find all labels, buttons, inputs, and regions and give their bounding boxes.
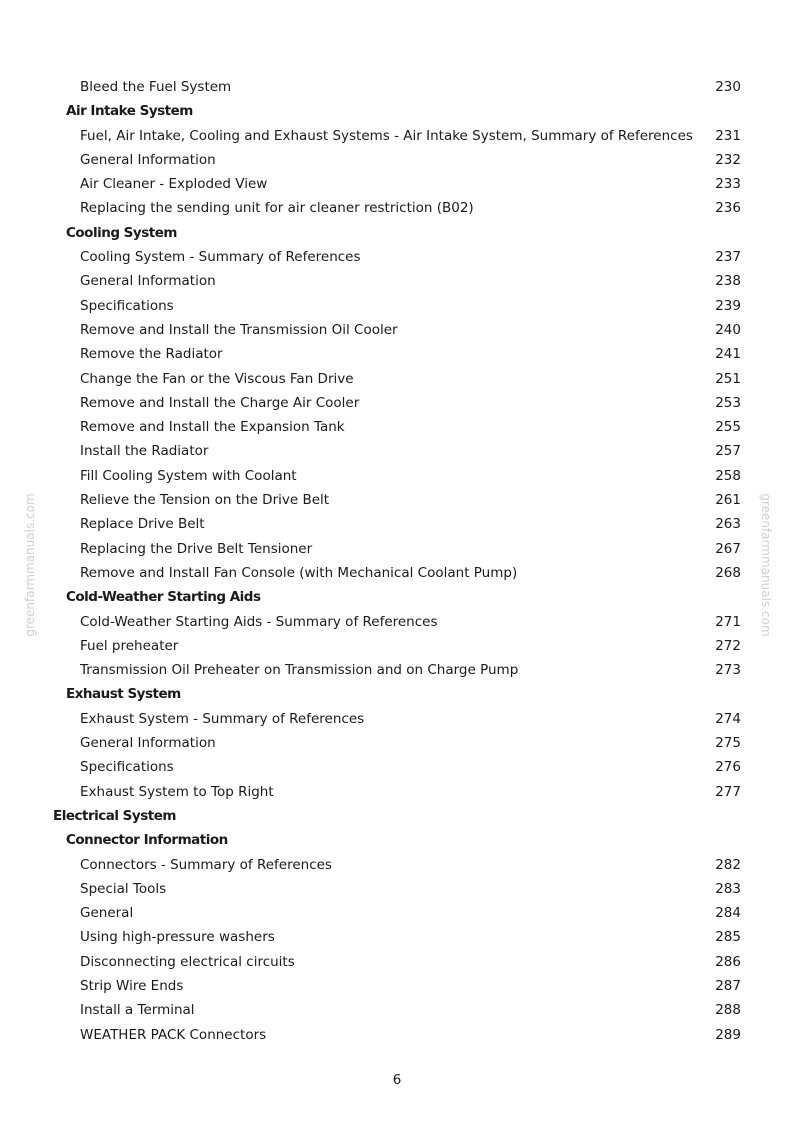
toc-entry-title: Remove and Install the Charge Air Cooler [80,394,360,411]
toc-entry-page: 231 [715,127,741,144]
toc-entry[interactable] [0,925,794,949]
toc-entry[interactable] [0,172,794,196]
toc-entry-page: 268 [715,564,741,581]
toc-entry-page: 257 [715,443,741,460]
toc-entry-page: 275 [715,735,741,752]
toc-entry-page: 273 [715,662,741,679]
toc-entry[interactable] [0,124,794,148]
toc-entry-page: 240 [715,321,741,338]
toc-entry-page: 289 [715,1026,741,1043]
toc-entry-title: Using high-pressure washers [80,929,275,946]
toc-entry[interactable] [0,294,794,318]
toc-entry-page: 253 [715,394,741,411]
toc-entry-title: Special Tools [80,880,167,897]
toc-entry-page: 237 [715,249,741,266]
toc-entry-page: 232 [715,151,741,168]
toc-entry-page: 272 [715,637,741,654]
toc-entry-page: 287 [715,977,741,994]
toc-entry[interactable] [0,148,794,172]
toc-entry-title: Change the Fan or the Viscous Fan Drive [80,370,354,387]
toc-section-heading[interactable] [0,221,794,245]
toc-entry-title: General Information [80,735,216,752]
toc-entry-title: Cold-Weather Starting Aids - Summary of References [80,613,438,630]
toc-entry-page: 251 [715,370,741,387]
toc-entry[interactable] [0,439,794,463]
toc-entry-page: 277 [715,783,741,800]
toc-entry[interactable] [0,901,794,925]
toc-entry-title: Connectors - Summary of References [80,856,332,873]
toc-entry[interactable] [0,877,794,901]
toc-entry[interactable] [0,391,794,415]
toc-entry-title: Install the Radiator [80,443,209,460]
toc-entry[interactable] [0,707,794,731]
toc-entry-title: General Information [80,273,216,290]
toc-entry-page: 241 [715,346,741,363]
toc-entry-title: Strip Wire Ends [80,977,184,994]
toc-entry-title: General [80,905,134,922]
toc-entry-page: 230 [715,79,741,95]
toc-entry-page: 261 [715,492,741,509]
toc-entry-title: Remove and Install Fan Console (with Mechanical Coolant Pump) [80,564,518,581]
toc-entry[interactable] [0,318,794,342]
toc-entry-page: 274 [715,710,741,727]
toc-entry-title: Specifications [80,759,174,776]
toc-entry[interactable] [0,464,794,488]
toc-entry[interactable] [0,658,794,682]
toc-entry[interactable] [0,561,794,585]
toc-entry-page: 286 [715,953,741,970]
toc-entry-title: Remove the Radiator [80,346,223,363]
watermark-right: greenfarmmanuals.com [759,493,773,637]
watermark-left: greenfarmmanuals.com [23,493,37,637]
toc-entry-page: 263 [715,516,741,533]
toc-entry[interactable] [0,367,794,391]
toc-entry-title: Connector Information [66,832,228,849]
toc-entry-page: 285 [715,929,741,946]
toc-entry-page: 282 [715,856,741,873]
toc-entry-page: 284 [715,905,741,922]
toc-entry-title: Replacing the sending unit for air cleaner restriction (B02) [80,200,474,217]
toc-entry[interactable] [0,950,794,974]
toc-entry-page: 271 [715,613,741,630]
toc-entry-page: 239 [715,297,741,314]
toc-entry[interactable] [0,269,794,293]
toc-entry-page: 288 [715,1002,741,1019]
toc-entry-page: 258 [715,467,741,484]
toc-entry[interactable] [0,488,794,512]
toc-entry-title: Relieve the Tension on the Drive Belt [80,492,330,509]
page-number: 6 [392,1072,402,1088]
toc-entry-title: Fuel preheater [80,637,179,654]
toc-entry[interactable] [0,75,794,99]
toc-section-heading[interactable] [0,828,794,852]
toc-entry-title: Disconnecting electrical circuits [80,953,295,970]
toc-section-heading[interactable] [0,585,794,609]
toc-entry[interactable] [0,415,794,439]
toc-entry-title: Replace Drive Belt [80,516,205,533]
toc-entry-title: Cold-Weather Starting Aids [66,589,261,606]
toc-entry-page: 283 [715,880,741,897]
toc-entry-title: Transmission Oil Preheater on Transmission and on Charge Pump [80,662,519,679]
toc-entry-title: Air Intake System [66,103,193,120]
toc-entry[interactable] [0,853,794,877]
toc-entry-title: Fuel, Air Intake, Cooling and Exhaust Systems - Air Intake System, Summary of References [80,127,693,144]
toc-entry[interactable] [0,731,794,755]
toc-entry-title: Install a Terminal [80,1002,195,1019]
toc-entry-title: Cooling System [66,224,177,241]
toc-entry-page: 255 [715,419,741,436]
toc-entry-title: Exhaust System - Summary of References [80,710,365,727]
toc-entry[interactable] [0,196,794,220]
toc-entry[interactable] [0,634,794,658]
toc-entry-title: Exhaust System [66,686,181,703]
toc-entry[interactable] [0,342,794,366]
toc-entry-title: Specifications [80,297,174,314]
table-of-contents [0,75,794,1047]
toc-entry-title: General Information [80,151,216,168]
toc-entry-title: WEATHER PACK Connectors [80,1026,267,1043]
toc-entry-page: 267 [715,540,741,557]
toc-entry[interactable] [0,974,794,998]
toc-entry-title: Cooling System - Summary of References [80,249,361,266]
toc-entry[interactable] [0,755,794,779]
toc-section-heading[interactable] [0,99,794,123]
toc-entry-page: 236 [715,200,741,217]
toc-entry-title: Electrical System [53,807,176,824]
toc-entry-page: 238 [715,273,741,290]
toc-section-heading[interactable] [0,682,794,706]
toc-entry[interactable] [0,537,794,561]
toc-entry-title: Air Cleaner - Exploded View [80,176,268,193]
toc-entry[interactable] [0,1023,794,1047]
toc-chapter-heading[interactable] [0,804,794,828]
toc-entry-title: Exhaust System to Top Right [80,783,274,800]
toc-entry-page: 233 [715,176,741,193]
toc-entry-page: 276 [715,759,741,776]
toc-entry[interactable] [0,998,794,1022]
toc-entry[interactable] [0,512,794,536]
toc-entry[interactable] [0,245,794,269]
toc-entry-title: Fill Cooling System with Coolant [80,467,297,484]
toc-entry-title: Bleed the Fuel System [80,79,232,95]
toc-entry-title: Remove and Install the Transmission Oil Cooler [80,321,398,338]
toc-entry-title: Remove and Install the Expansion Tank [80,419,345,436]
toc-entry[interactable] [0,610,794,634]
toc-entry[interactable] [0,780,794,804]
toc-entry-title: Replacing the Drive Belt Tensioner [80,540,313,557]
